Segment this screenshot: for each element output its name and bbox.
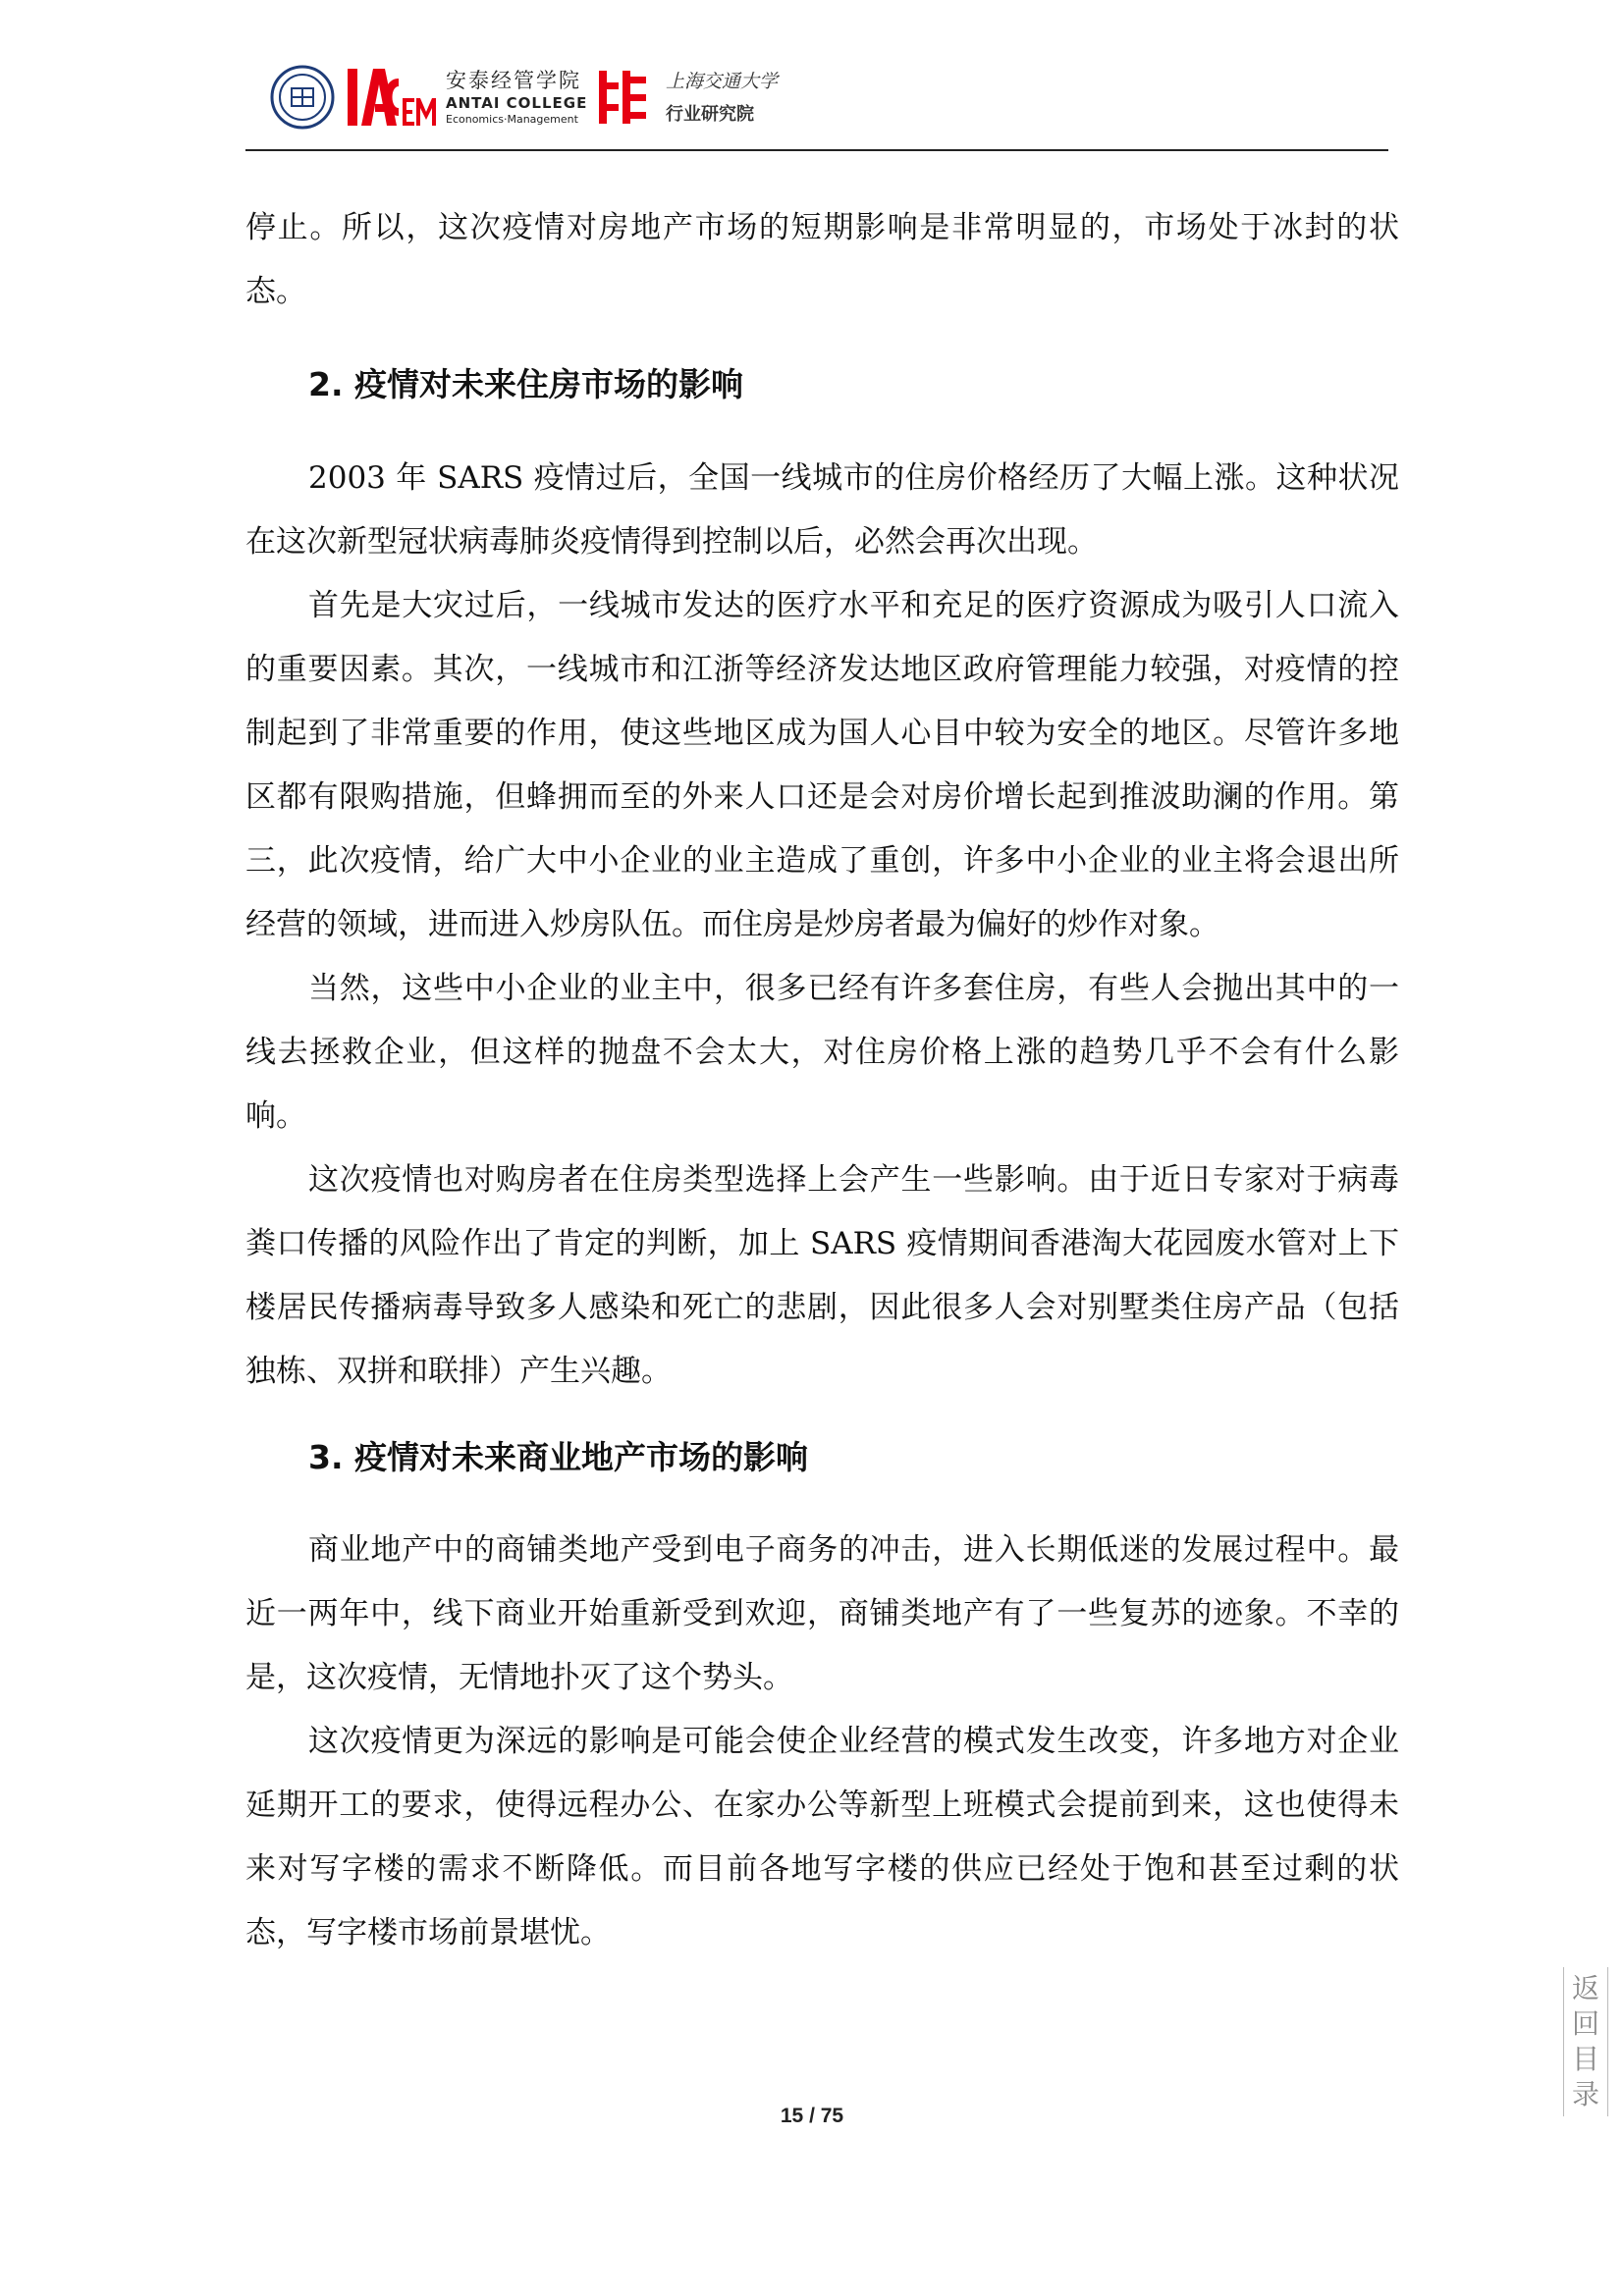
section-heading-2: 2. 疫情对未来住房市场的影响 [308,365,743,403]
sjtu-seal-icon [270,65,335,130]
paragraph: 商业地产中的商铺类地产受到电子商务的冲击，进入长期低迷的发展过程中。最近一两年中，线下商业开始重新受到欢迎，商铺类地产有了一些复苏的迹象。不幸的是，这次疫情，无情地扑灭了这个势头。 [245,1532,1399,1695]
acem-logo-icon [346,65,440,130]
paragraph-continued: 停止。所以，这次疫情对房地产市场的短期影响是非常明显的，市场处于冰封的状态。 [245,210,1399,309]
antai-en-name: ANTAI COLLEGE [446,94,588,112]
sjtu-institute-logo-icon [595,65,650,130]
document-body [245,196,1399,1965]
antai-cn-name: 安泰经管学院 [446,69,581,92]
institute-name: 行业研究院 [666,104,754,125]
back-to-toc-link[interactable]: 返回目录 [1563,1967,1608,2116]
page-header [245,53,1388,151]
header-divider [245,149,1388,151]
antai-en-sub: Economics·Management [446,113,578,126]
paragraph: 这次疫情也对购房者在住房类型选择上会产生一些影响。由于近日专家对于病毒粪口传播的风险作出了肯定的判断，加上 SARS 疫情期间香港淘大花园废水管对上下楼居民传播病毒导致多人感染和死亡的悲剧，因此很多人会对别墅类住房产品（包括独栋、双拼和联排）产生兴趣。 [245,1162,1399,1389]
page-number: 15 / 75 [780,2105,844,2127]
section-heading-3: 3. 疫情对未来商业地产市场的影响 [308,1438,808,1476]
paragraph: 首先是大灾过后，一线城市发达的医疗水平和充足的医疗资源成为吸引人口流入的重要因素。其次，一线城市和江浙等经济发达地区政府管理能力较强，对疫情的控制起到了非常重要的作用，使这些地区成为国人心目中较为安全的地区。尽管许多地区都有限购措施，但蜂拥而至的外来人口还是会对房价增长起到推波助澜的作用。第三，此次疫情，给广大中小企业的业主造成了重创，许多中小企业的业主将会退出所经营的领域，进而进入炒房队伍。而住房是炒房者最为偏好的炒作对象。 [245,588,1399,942]
sjtu-cn-name: 上海交通大学 [666,71,779,92]
paragraph: 2003 年 SARS 疫情过后，全国一线城市的住房价格经历了大幅上涨。这种状况在这次新型冠状病毒肺炎疫情得到控制以后，必然会再次出现。 [245,460,1399,560]
paragraph: 当然，这些中小企业的业主中，很多已经有许多套住房，有些人会抛出其中的一线去拯救企业，但这样的抛盘不会太大，对住房价格上涨的趋势几乎不会有什么影响。 [245,971,1399,1134]
paragraph: 这次疫情更为深远的影响是可能会使企业经营的模式发生改变，许多地方对企业延期开工的要求，使得远程办公、在家办公等新型上班模式会提前到来，这也使得未来对写字楼的需求不断降低。而目前各地写字楼的供应已经处于饱和甚至过剩的状态，写字楼市场前景堪忧。 [245,1724,1399,1950]
sjtu-institute-wordmark [666,65,779,130]
